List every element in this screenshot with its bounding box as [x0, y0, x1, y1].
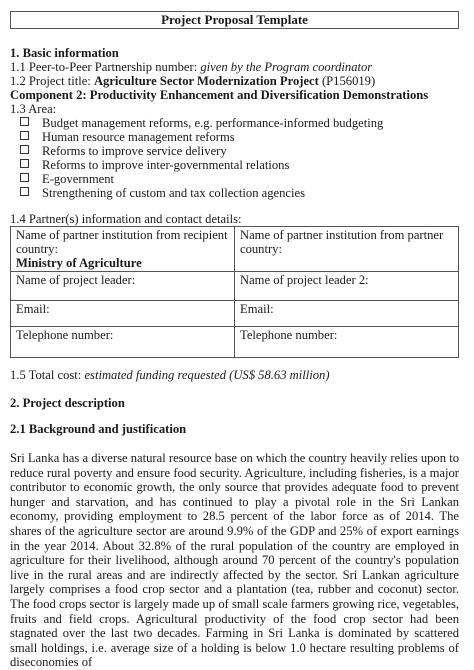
table-cell[interactable]: Email: [11, 301, 235, 327]
area-item-label: Human resource management reforms [42, 130, 235, 144]
area-item-label: E-government [42, 172, 115, 186]
project-code: (P156019) [318, 74, 376, 88]
table-cell[interactable]: Telephone number: [235, 327, 459, 358]
area-item [20, 172, 114, 186]
area-item [20, 116, 383, 130]
area-label: 1.3 Area: [10, 102, 57, 116]
table-cell[interactable] [11, 227, 235, 272]
checkbox[interactable] [20, 159, 29, 168]
partners-info-label: 1.4 Partner(s) information and contact details: [10, 212, 242, 226]
table-row [11, 272, 459, 301]
table-cell[interactable]: Email: [235, 301, 459, 327]
project-title-line [10, 74, 375, 88]
subsection-2-1-heading: 2.1 Background and justification [10, 422, 187, 436]
recipient-institution-label: Name of partner institution from recipient country: [16, 228, 228, 256]
table-row [11, 327, 459, 358]
checkbox[interactable] [20, 131, 29, 140]
partners-table [10, 226, 459, 358]
total-cost-value: estimated funding requested (US$ 58.63 million) [84, 368, 330, 382]
partner-institution-label: Name of partner institution from partner country: [240, 228, 444, 256]
checkbox[interactable] [20, 187, 29, 196]
area-item-label: Strengthening of custom and tax collection agencies [42, 186, 305, 200]
table-row [11, 227, 459, 272]
area-item-label: Budget management reforms, e.g. performance-informed budgeting [42, 116, 384, 130]
area-item-label: Reforms to improve service delivery [42, 144, 227, 158]
table-cell[interactable] [235, 227, 459, 272]
background-paragraph: Sri Lanka has a diverse natural resource base on which the country heavily relies upon to reduce rural poverty and ensure food security. Agriculture, including fisheries, is a major contributor to economic growth, the only source that provides adequate food to prevent hunger and starvation, and has continued to play a pivotal role in the Sri Lankan economy, providing employment to 28.5 percent of the labor force as of 2014. The shares of the agriculture sector are around 9.9% of the GDP and 25% of export earnings in the year 2014. About 32.8% of the rural population of the country are employed in agriculture for their livelihood, although around 70 percent of the country's population live in the rural areas and are indirectly affected by the sector. Sri Lankan agriculture largely comprises a food crop sector and a plantation (tea, rubber and coconut) sector. The food crops sector is largely made up of small scale farmers growing rice, vegetables, fruits and field crops. Agricultural productivity of the food crop sector had been stagnated over the last two decades. Farming in Sri Lanka is dominated by scattered small holdings, i.e. average size of a holding is below 1.0 hectare resulting problems of diseconomies of [10, 451, 459, 670]
partnership-number-value: given by the Program coordinator [200, 60, 373, 74]
section-2-heading: 2. Project description [10, 396, 125, 410]
total-cost-label: 1.5 Total cost: [10, 368, 85, 382]
checkbox[interactable] [20, 145, 29, 154]
component-heading: Component 2: Productivity Enhancement and Diversification Demonstrations [10, 88, 429, 102]
total-cost-line [10, 368, 330, 382]
document-title: Project Proposal Template [10, 11, 459, 29]
partnership-number-label: 1.1 Peer-to-Peer Partnership number: [10, 60, 201, 74]
table-cell[interactable]: Name of project leader: [11, 272, 235, 301]
area-item [20, 144, 227, 158]
checkbox[interactable] [20, 117, 29, 126]
area-item [20, 158, 289, 172]
project-title-label: 1.2 Project title: [10, 74, 94, 88]
project-title-value: Agriculture Sector Modernization Project [93, 74, 319, 88]
partnership-number-line [10, 60, 372, 74]
checkbox[interactable] [20, 173, 29, 182]
area-item [20, 130, 235, 144]
table-cell[interactable]: Name of project leader 2: [235, 272, 459, 301]
area-item-label: Reforms to improve inter-governmental relations [42, 158, 290, 172]
area-item [20, 186, 305, 200]
section-1-heading: 1. Basic information [10, 46, 119, 60]
recipient-institution-value: Ministry of Agriculture [16, 256, 142, 270]
table-row [11, 301, 459, 327]
table-cell[interactable]: Telephone number: [11, 327, 235, 358]
